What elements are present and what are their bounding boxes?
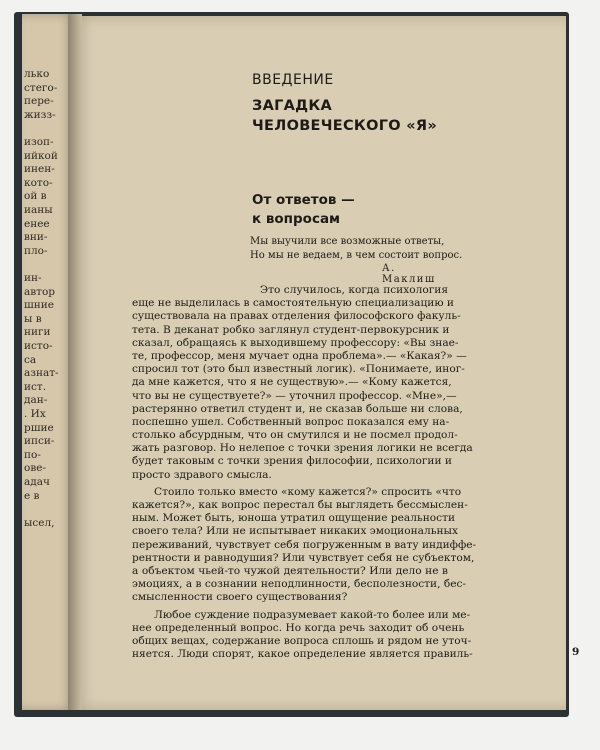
chapter-title-line: ЗАГАДКА — [252, 98, 333, 114]
text-line: существовала на правах отделения философского факуль- — [132, 310, 461, 323]
left-page-fragment: вни- — [24, 231, 48, 244]
left-page-fragment: шние — [24, 299, 54, 312]
text-line: столько абсурдным, что он смутился и не посмел продол- — [132, 429, 458, 442]
left-page-fragment: лько — [24, 68, 50, 80]
left-page-fragment: адач — [24, 476, 50, 488]
body-text — [132, 284, 477, 661]
text-line: Стоило только вместо «кому кажется?» спросить «что — [154, 485, 462, 498]
paragraph — [132, 485, 477, 605]
left-page-fragment: азнат- — [24, 367, 59, 380]
text-line: те, профессор, меня мучает одна проблема».— «Какая?» — — [132, 349, 467, 362]
left-page-fragment: ршие — [24, 421, 54, 434]
left-page-fragment: жизз- — [24, 108, 56, 121]
left-page-fragment: енее — [24, 217, 50, 230]
epigraph-line: Мы выучили все возможные ответы, — [250, 236, 445, 247]
subhead-line: к вопросам — [252, 211, 341, 227]
left-page-fragment: дан- — [24, 394, 48, 407]
left-page-fragment: ы в — [24, 312, 42, 325]
book-gutter — [68, 14, 82, 710]
text-line: будет таковым с точки зрения философии, психологии и — [132, 455, 452, 468]
left-page-fragment: ианы — [24, 204, 53, 216]
text-line: спросил тот (это был известный логик). «Понимаете, иног- — [132, 363, 465, 376]
text-line: а объектом чьей-то чужой деятельности? Или дело не в — [132, 564, 448, 577]
left-page-fragment: ниги — [24, 326, 51, 339]
section-subhead — [252, 191, 355, 229]
section-label: ВВЕДЕНИЕ — [252, 72, 334, 88]
left-page-fragment: изоп- — [24, 136, 54, 148]
page-content — [132, 0, 580, 750]
left-page-fragment: ове- — [24, 462, 46, 475]
text-line: смысленности своего существования? — [132, 591, 348, 604]
text-line: просто здравого смысла. — [132, 468, 272, 481]
left-page-fragment: ой в — [24, 190, 47, 203]
left-page-fragment: по- — [24, 448, 41, 461]
left-page-fragment: кото- — [24, 176, 53, 189]
left-page-fragment: пло- — [24, 244, 48, 257]
text-line: ным. Может быть, юноша утратил ощущение реальности — [132, 512, 456, 525]
text-line: поспешно ушел. Собственный вопрос показался ему на- — [132, 415, 450, 428]
text-line: сказал, обращаясь к выходившему профессору: «Вы знае- — [132, 336, 459, 349]
page-number: 9 — [572, 646, 580, 658]
text-line: еще не выделилась в самостоятельную специализацию и — [132, 297, 454, 310]
text-line: Это случилось, когда психология — [260, 284, 448, 296]
left-page — [22, 14, 74, 710]
chapter-title-line: ЧЕЛОВЕЧЕСКОГО «Я» — [252, 118, 438, 134]
left-page-fragment: ин- — [24, 272, 42, 284]
text-line: да мне кажется, что я не существую».— «Кому кажется, — [132, 376, 452, 389]
left-page-fragment: са — [24, 353, 37, 366]
left-page-fragment: ист. — [24, 380, 47, 393]
left-page-fragment: исто- — [24, 340, 53, 352]
text-line: общих вещах, содержание вопроса сплошь и рядом не уточ- — [132, 634, 472, 647]
text-line: тета. В деканат робко заглянул студент-первокурсник и — [132, 323, 450, 336]
text-line: кажется?», как вопрос перестал бы выглядеть бессмыслен- — [132, 499, 468, 511]
paragraph — [132, 284, 473, 482]
text-line: Любое суждение подразумевает какой-то более или ме- — [154, 608, 471, 621]
text-line: рентности и равнодушия? Или чувствует себя не субъектом, — [132, 551, 475, 564]
paragraph — [132, 608, 473, 662]
text-line: что вы не существуете?» — уточнил профессор. «Мне»,— — [132, 389, 457, 402]
left-page-fragment: пере- — [24, 95, 54, 108]
left-page-fragment: стего- — [24, 81, 58, 94]
subhead-line: От ответов — — [252, 192, 355, 208]
left-page-fragment: е в — [24, 489, 40, 502]
text-line: своего тела? Или не испытывает никаких эмоциональных — [132, 525, 458, 538]
left-page-fragment: ийкой — [24, 149, 58, 162]
left-page-fragment: ипси- — [24, 435, 55, 448]
left-page-fragment: . Их — [24, 408, 46, 420]
text-line: нее определенный вопрос. Но когда речь заходит об очень — [132, 621, 465, 634]
epigraph-line: Но мы не ведаем, в чем состоит вопрос. — [250, 249, 463, 261]
left-page-fragment: ысел, — [24, 516, 55, 529]
text-line: растерянно ответил студент и, не сказав больше ни слова, — [132, 402, 463, 415]
left-page-fragment: автор — [24, 285, 56, 298]
text-line: переживаний, чувствует себя погруженным в вату индиффе- — [132, 538, 477, 551]
text-line: няется. Люди спорят, какое определение является правиль- — [132, 648, 473, 661]
epigraph-author: А. Маклиш — [382, 263, 436, 285]
left-page-fragment: инен- — [24, 163, 55, 176]
chapter-title — [252, 96, 437, 136]
epigraph — [250, 235, 462, 262]
text-line: эмоциях, а в сознании неподлинности, бесполезности, бес- — [132, 578, 467, 591]
text-line: жать разговор. Но нелепое с точки зрения логики не всегда — [132, 442, 473, 455]
